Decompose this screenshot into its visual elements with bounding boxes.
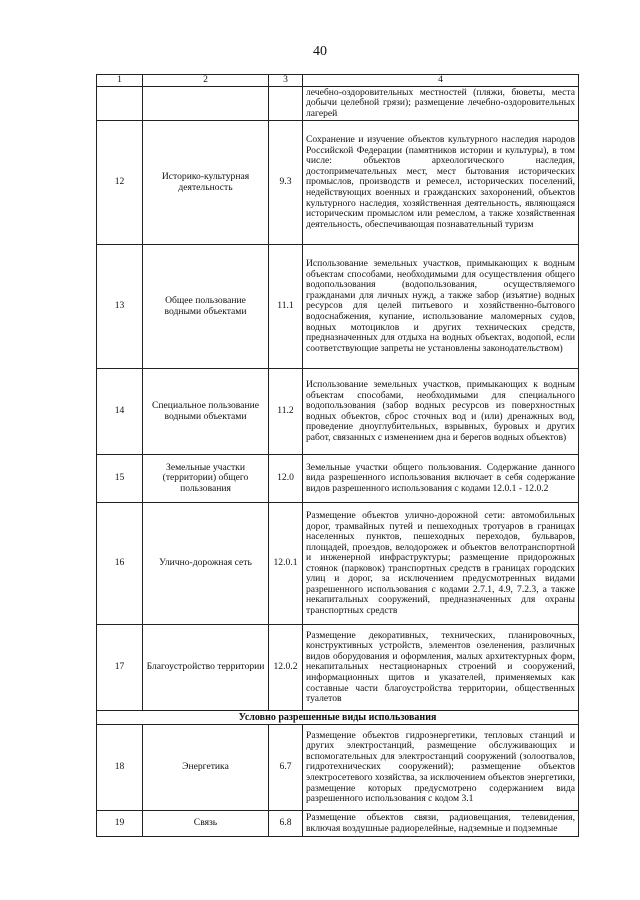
row-number: 19 (97, 811, 143, 837)
row-number (97, 86, 143, 121)
use-name: Улично-дорожная сеть (143, 503, 269, 625)
use-description: лечебно-оздоровительных местностей (пляжи, бюветы, места добычи целебной грязи); размещение лечебно-оздоровительных лагерей (303, 86, 579, 121)
use-description: Размещение объектов улично-дорожной сети: автомобильных дорог, трамвайных путей и пешеходных тротуаров в границах населенных пунктов, пешеходных переходов, бульваров, площадей, проездов, велодорожек и объектов велотранспортной и инженерной инфраструктуры; размещение придорожных стоянок (парковок) транспортных средств в границах городских улиц и дорог, за исключением предусмотренных видами разрешенного использования с кодами 2.7.1, 4.9, 7.2.3, а также некапитальных сооружений, предназначенных для охраны транспортных средств (303, 503, 579, 625)
use-name: Связь (143, 811, 269, 837)
header-col-3: 3 (269, 75, 303, 87)
use-name: Специальное пользование водными объектами (143, 369, 269, 455)
use-code: 12.0 (269, 455, 303, 503)
use-code: 6.7 (269, 725, 303, 811)
use-description: Размещение объектов гидроэнергетики, тепловых станций и других электростанций, размещение обслуживающих и вспомогательных для электростанций сооружений (золоотвалов, гидротехнических сооружений); размещение объектов электросетевого хозяйства, за исключением объектов энергетики, размещение которых предусмотрено содержанием вида разрешенного использования с кодом 3.1 (303, 725, 579, 811)
use-description: Земельные участки общего пользования. Содержание данного вида разрешенного использования включает в себя содержание видов разрешенного использования с кодами 12.0.1 - 12.0.2 (303, 455, 579, 503)
section-row (97, 711, 579, 725)
section-title: Условно разрешенные виды использования (97, 711, 579, 725)
table-row (97, 625, 579, 711)
use-name: Историко-культурная деятельность (143, 121, 269, 245)
use-description: Размещение объектов связи, радиовещания, телевидения, включая воздушные радиорелейные, надземные и подземные (303, 811, 579, 837)
row-number: 18 (97, 725, 143, 811)
row-number: 13 (97, 245, 143, 369)
header-col-1: 1 (97, 75, 143, 87)
header-col-4: 4 (303, 75, 579, 87)
table-row (97, 503, 579, 625)
use-code (269, 86, 303, 121)
use-code: 6.8 (269, 811, 303, 837)
row-number: 16 (97, 503, 143, 625)
table-row (97, 86, 579, 121)
use-name (143, 86, 269, 121)
use-description: Использование земельных участков, примыкающих к водным объектам способами, необходимыми для осуществления общего водопользования (водопользования, осуществляемого гражданами для личных нужд, а также забор (изъятие) водных ресурсов для целей питьевого и хозяйственно-бытового водоснабжения, купание, использование маломерных судов, водных мотоциклов и других технических средств, предназначенных для отдыха на водных объектах, водопой, если соответствующие запреты не установлены законодательством) (303, 245, 579, 369)
use-description: Размещение декоративных, технических, планировочных, конструктивных устройств, элементов озеленения, различных видов оборудования и оформления, малых архитектурных форм, некапитальных нестационарных строений и сооружений, информационных щитов и указателей, применяемых как составные части благоустройства территории, общественных туалетов (303, 625, 579, 711)
row-number: 14 (97, 369, 143, 455)
table-header-row (97, 75, 579, 87)
row-number: 12 (97, 121, 143, 245)
row-number: 17 (97, 625, 143, 711)
table-row (97, 369, 579, 455)
header-col-2: 2 (143, 75, 269, 87)
use-name: Земельные участки (территории) общего пользования (143, 455, 269, 503)
use-code: 9.3 (269, 121, 303, 245)
use-description: Использование земельных участков, примыкающих к водным объектам способами, необходимыми для специального водопользования (забор водных ресурсов из поверхностных водных объектов, сброс сточных вод и (или) дренажных вод, проведение дноуглубительных, взрывных, буровых и других работ, связанных с изменением дна и берегов водных объектов) (303, 369, 579, 455)
table-row (97, 455, 579, 503)
use-name: Благоустройство территории (143, 625, 269, 711)
table-row (97, 811, 579, 837)
use-code: 11.2 (269, 369, 303, 455)
use-code: 12.0.2 (269, 625, 303, 711)
use-code: 12.0.1 (269, 503, 303, 625)
use-description: Сохранение и изучение объектов культурного наследия народов Российской Федерации (памятников истории и культуры), в том числе: объектов археологического наследия, достопримечательных мест, мест бытования исторических промыслов, производств и ремесел, исторических поселений, недействующих военных и гражданских захоронений, объектов культурного наследия, хозяйственная деятельность, являющаяся историческим промыслом или ремеслом, а также хозяйственная деятельность, обеспечивающая познавательный туризм (303, 121, 579, 245)
table-row (97, 245, 579, 369)
use-name: Общее пользование водными объектами (143, 245, 269, 369)
table-row (97, 725, 579, 811)
use-name: Энергетика (143, 725, 269, 811)
use-code: 11.1 (269, 245, 303, 369)
row-number: 15 (97, 455, 143, 503)
page-number: 40 (313, 44, 327, 59)
table-row (97, 121, 579, 245)
land-use-table (96, 74, 579, 837)
